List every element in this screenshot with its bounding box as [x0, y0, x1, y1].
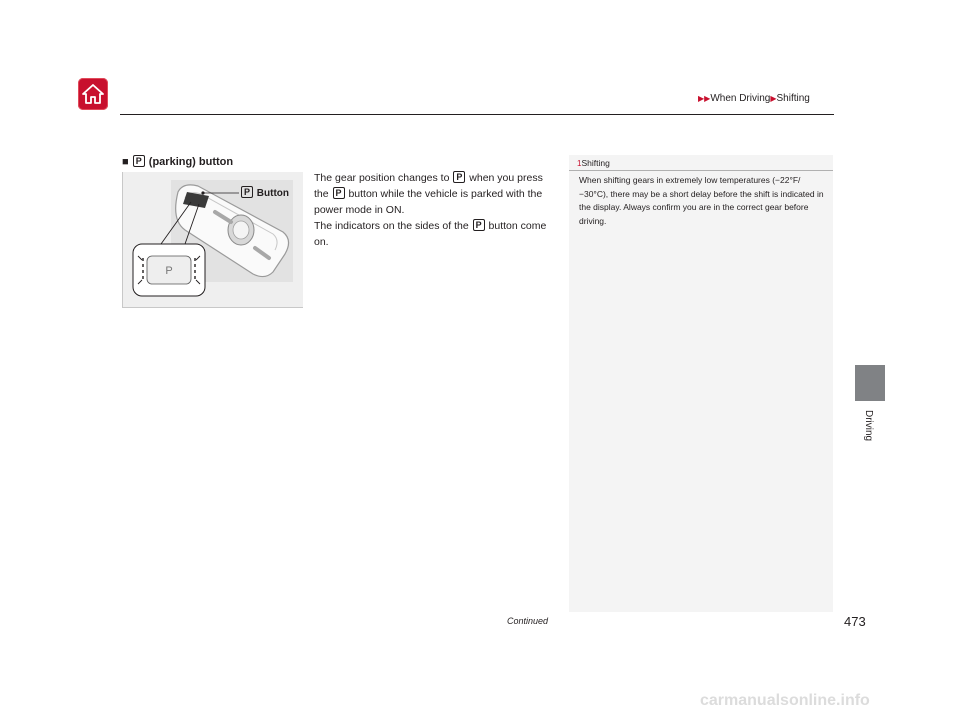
heading-bullet: ■ — [122, 156, 129, 168]
p-key-icon: P — [473, 219, 485, 231]
watermark-text: carmanualsonline.info — [700, 692, 870, 709]
breadcrumb-item-when-driving[interactable]: When Driving — [710, 93, 771, 104]
chapter-tab[interactable] — [855, 365, 885, 401]
breadcrumb-item-shifting[interactable]: Shifting — [776, 93, 810, 104]
heading-text: (parking) button — [145, 156, 234, 168]
section-heading — [122, 155, 233, 168]
callout-text: Button — [254, 188, 290, 199]
page-number: 473 — [844, 614, 866, 629]
home-button[interactable] — [78, 78, 108, 110]
note-divider — [569, 170, 833, 171]
p-key-icon: P — [333, 187, 345, 199]
header-divider — [120, 114, 834, 115]
body-paragraph-1: The gear position changes to P when you press the P button while the vehicle is parked with the power mode in ON. — [314, 172, 543, 216]
note-marker-icon: 1 — [577, 159, 582, 168]
home-icon — [82, 83, 104, 105]
p-key-icon: P — [453, 171, 465, 183]
note-panel — [569, 155, 833, 612]
breadcrumb-arrow-icon: ▶▶ — [698, 94, 711, 103]
heading-p-key-icon: P — [133, 155, 145, 167]
figure-callout — [240, 186, 289, 199]
breadcrumb — [698, 93, 810, 104]
note-text: When shifting gears in extremely low temperatures (−22°F/−30°C), there may be a short delay before the shift is indicated in the display. Always confirm you are in the correct gear before driving. — [579, 175, 824, 226]
inset-p-label: P — [165, 265, 173, 277]
chapter-label — [855, 410, 885, 470]
note-title: 1Shifting — [577, 158, 610, 168]
body-text — [314, 170, 560, 250]
callout-p-key-icon: P — [241, 186, 253, 198]
body-paragraph-2: The indicators on the sides of the P button come on. — [314, 220, 547, 248]
continued-label: Continued — [507, 616, 549, 626]
breadcrumb-arrow-icon: ▶ — [770, 94, 777, 103]
chapter-label-text: Driving — [863, 410, 874, 442]
